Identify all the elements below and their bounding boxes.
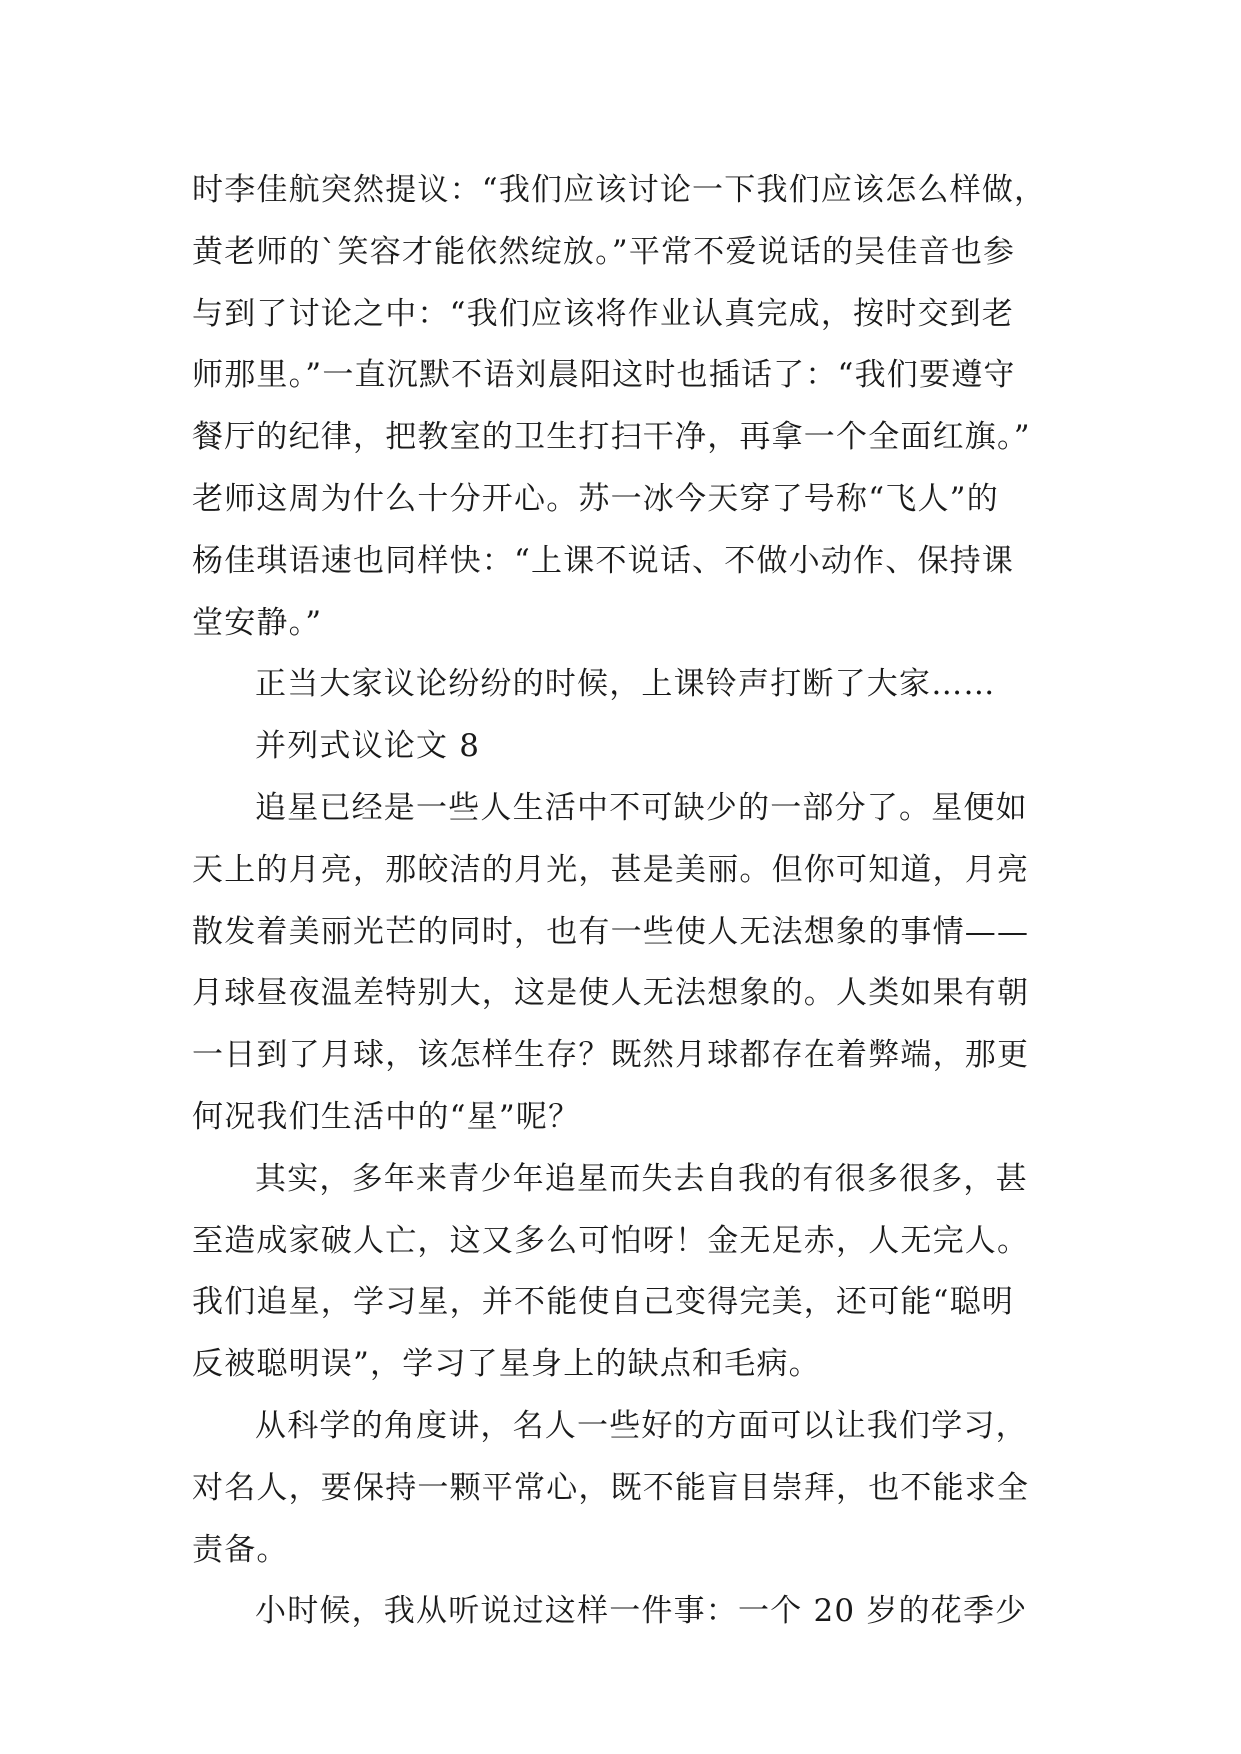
document-body (192, 160, 1052, 1643)
text-line: 我们追星，学习星，并不能使自己变得完美，还可能“聪明 (192, 1284, 1015, 1321)
section-heading: 并列式议论文 8 (255, 728, 481, 765)
text-line: 月球昼夜温差特别大，这是使人无法想象的。人类如果有朝 (192, 975, 1030, 1012)
paragraph-start-line: 从科学的角度讲，名人一些好的方面可以让我们学习， (255, 1407, 1028, 1444)
text-line: 杨佳琪语速也同样快：“上课不说话、不做小动作、保持课 (192, 542, 1015, 579)
text-line: 责备。 (192, 1531, 289, 1568)
paragraph-start-line: 追星已经是一些人生活中不可缺少的一部分了。星便如 (255, 789, 1028, 826)
text-line: 黄老师的`笑容才能依然绽放。”平常不爱说话的吴佳音也参 (192, 233, 1016, 270)
text-line: 与到了讨论之中：“我们应该将作业认真完成，按时交到老 (192, 295, 1015, 332)
paragraph-start-line: 其实，多年来青少年追星而失去自我的有很多很多，甚 (255, 1160, 1028, 1197)
text-line: 对名人，要保持一颗平常心，既不能盲目崇拜，也不能求全 (192, 1469, 1030, 1506)
text-line: 时李佳航突然提议：“我们应该讨论一下我们应该怎么样做， (192, 172, 1047, 208)
paragraph-start-line: 正当大家议论纷纷的时候，上课铃声打断了大家…… (255, 666, 996, 703)
text-line: 反被聪明误”，学习了星身上的缺点和毛病。 (192, 1346, 821, 1383)
text-line: 堂安静。” (192, 604, 323, 641)
text-line: 师那里。”一直沉默不语刘晨阳这时也插话了：“我们要遵守 (192, 357, 1016, 394)
text-line: 老师这周为什么十分开心。苏一冰今天穿了号称“飞人”的 (192, 480, 999, 517)
text-line: 何况我们生活中的“星”呢？ (192, 1098, 581, 1135)
text-line: 散发着美丽光芒的同时，也有一些使人无法想象的事情—— (192, 913, 1030, 950)
text-line: 至造成家破人亡，这又多么可怕呀！金无足赤，人无完人。 (192, 1222, 1030, 1259)
text-line: 一日到了月球，该怎样生存？既然月球都存在着弊端，那更 (192, 1037, 1030, 1074)
text-line: 餐厅的纪律，把教室的卫生打扫干净，再拿一个全面红旗。” (192, 419, 1031, 456)
text-line: 天上的月亮，那皎洁的月光，甚是美丽。但你可知道，月亮 (192, 851, 1030, 888)
paragraph-start-line: 小时候，我从听说过这样一件事：一个 20 岁的花季少 (255, 1593, 1028, 1630)
